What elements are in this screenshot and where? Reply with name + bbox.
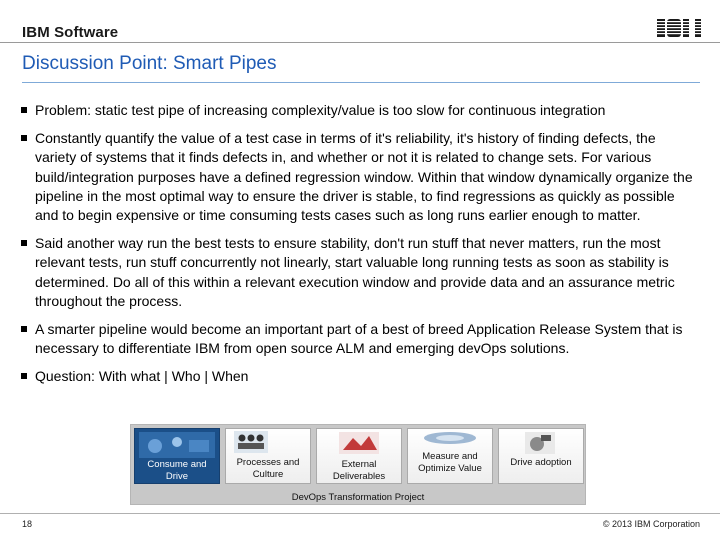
tile-label: Drive adoption: [510, 457, 572, 468]
diagram-caption: DevOps Transformation Project: [291, 492, 425, 503]
devops-diagram: [130, 424, 586, 505]
bullet-item: [21, 320, 693, 358]
bullet-list: [21, 101, 693, 396]
tile-external-deliverables: [316, 428, 402, 484]
brand-header: [22, 24, 118, 41]
adoption-image-icon: [525, 432, 555, 454]
bullet-marker-icon: [21, 135, 27, 141]
bullet-marker-icon: [21, 240, 27, 246]
header-divider: [0, 42, 720, 43]
consume-drive-image-icon: [139, 432, 215, 458]
bullet-item: [21, 234, 693, 311]
page-number: 18: [22, 519, 33, 529]
footer-divider: [0, 513, 720, 514]
tile-label: Processes and Culture: [236, 457, 300, 480]
bullet-text: Question: With what | Who | When: [35, 368, 249, 385]
brand-prefix: IBM: [22, 24, 50, 41]
bullet-marker-icon: [21, 373, 27, 379]
measure-image-icon: [422, 431, 478, 445]
bullet-item: [21, 367, 693, 386]
slide-title: Discussion Point: Smart Pipes: [22, 53, 277, 74]
deliverables-image-icon: [339, 432, 379, 454]
tile-label: Consume and Drive: [147, 459, 207, 482]
tile-label: External Deliverables: [332, 459, 386, 482]
tile-consume-drive: [134, 428, 220, 484]
bullet-text: Constantly quantify the value of a test case in terms of it's reliability, it's history of finding defects, the variety of systems that it finds defects in, and whether or not it is related to change sets. For various build/integration purposes have a defined regression window. Within that window dynamically organize the pipeline in the most optimal way to ensure the driver is stable, to find regressions as quickly as possible and to begin expensive or time consuming tests cases such as long runs earlier enough to matter.: [35, 130, 693, 224]
tile-processes-culture: [225, 428, 311, 484]
copyright-text: © 2013 IBM Corporation: [602, 519, 700, 529]
tile-label: Measure and Optimize Value: [418, 451, 482, 474]
people-image-icon: [234, 431, 268, 453]
brand-suffix: Software: [54, 24, 119, 41]
tile-drive-adoption: [498, 428, 584, 484]
bullet-item: [21, 129, 693, 225]
bullet-marker-icon: [21, 326, 27, 332]
bullet-item: [21, 101, 693, 120]
tile-measure-optimize: [407, 428, 493, 484]
bullet-text: Problem: static test pipe of increasing complexity/value is too slow for continuous integration: [35, 102, 606, 118]
bullet-text: Said another way run the best tests to ensure stability, don't run stuff that never matters, run the most relevant tests, run stuff concurrently not linearly, start valuable long running tests as soon as stability is determined. Do all of this within a relevant execution window and provide data and an assurance metric throughout the process.: [35, 235, 675, 309]
title-divider: [22, 82, 700, 83]
bullet-text: A smarter pipeline would become an important part of a best of breed Application Release System that is necessary to differentiate IBM from open source ALM and emerging devOps solutions.: [35, 321, 683, 357]
ibm-logo: [657, 18, 701, 38]
bullet-marker-icon: [21, 107, 27, 113]
